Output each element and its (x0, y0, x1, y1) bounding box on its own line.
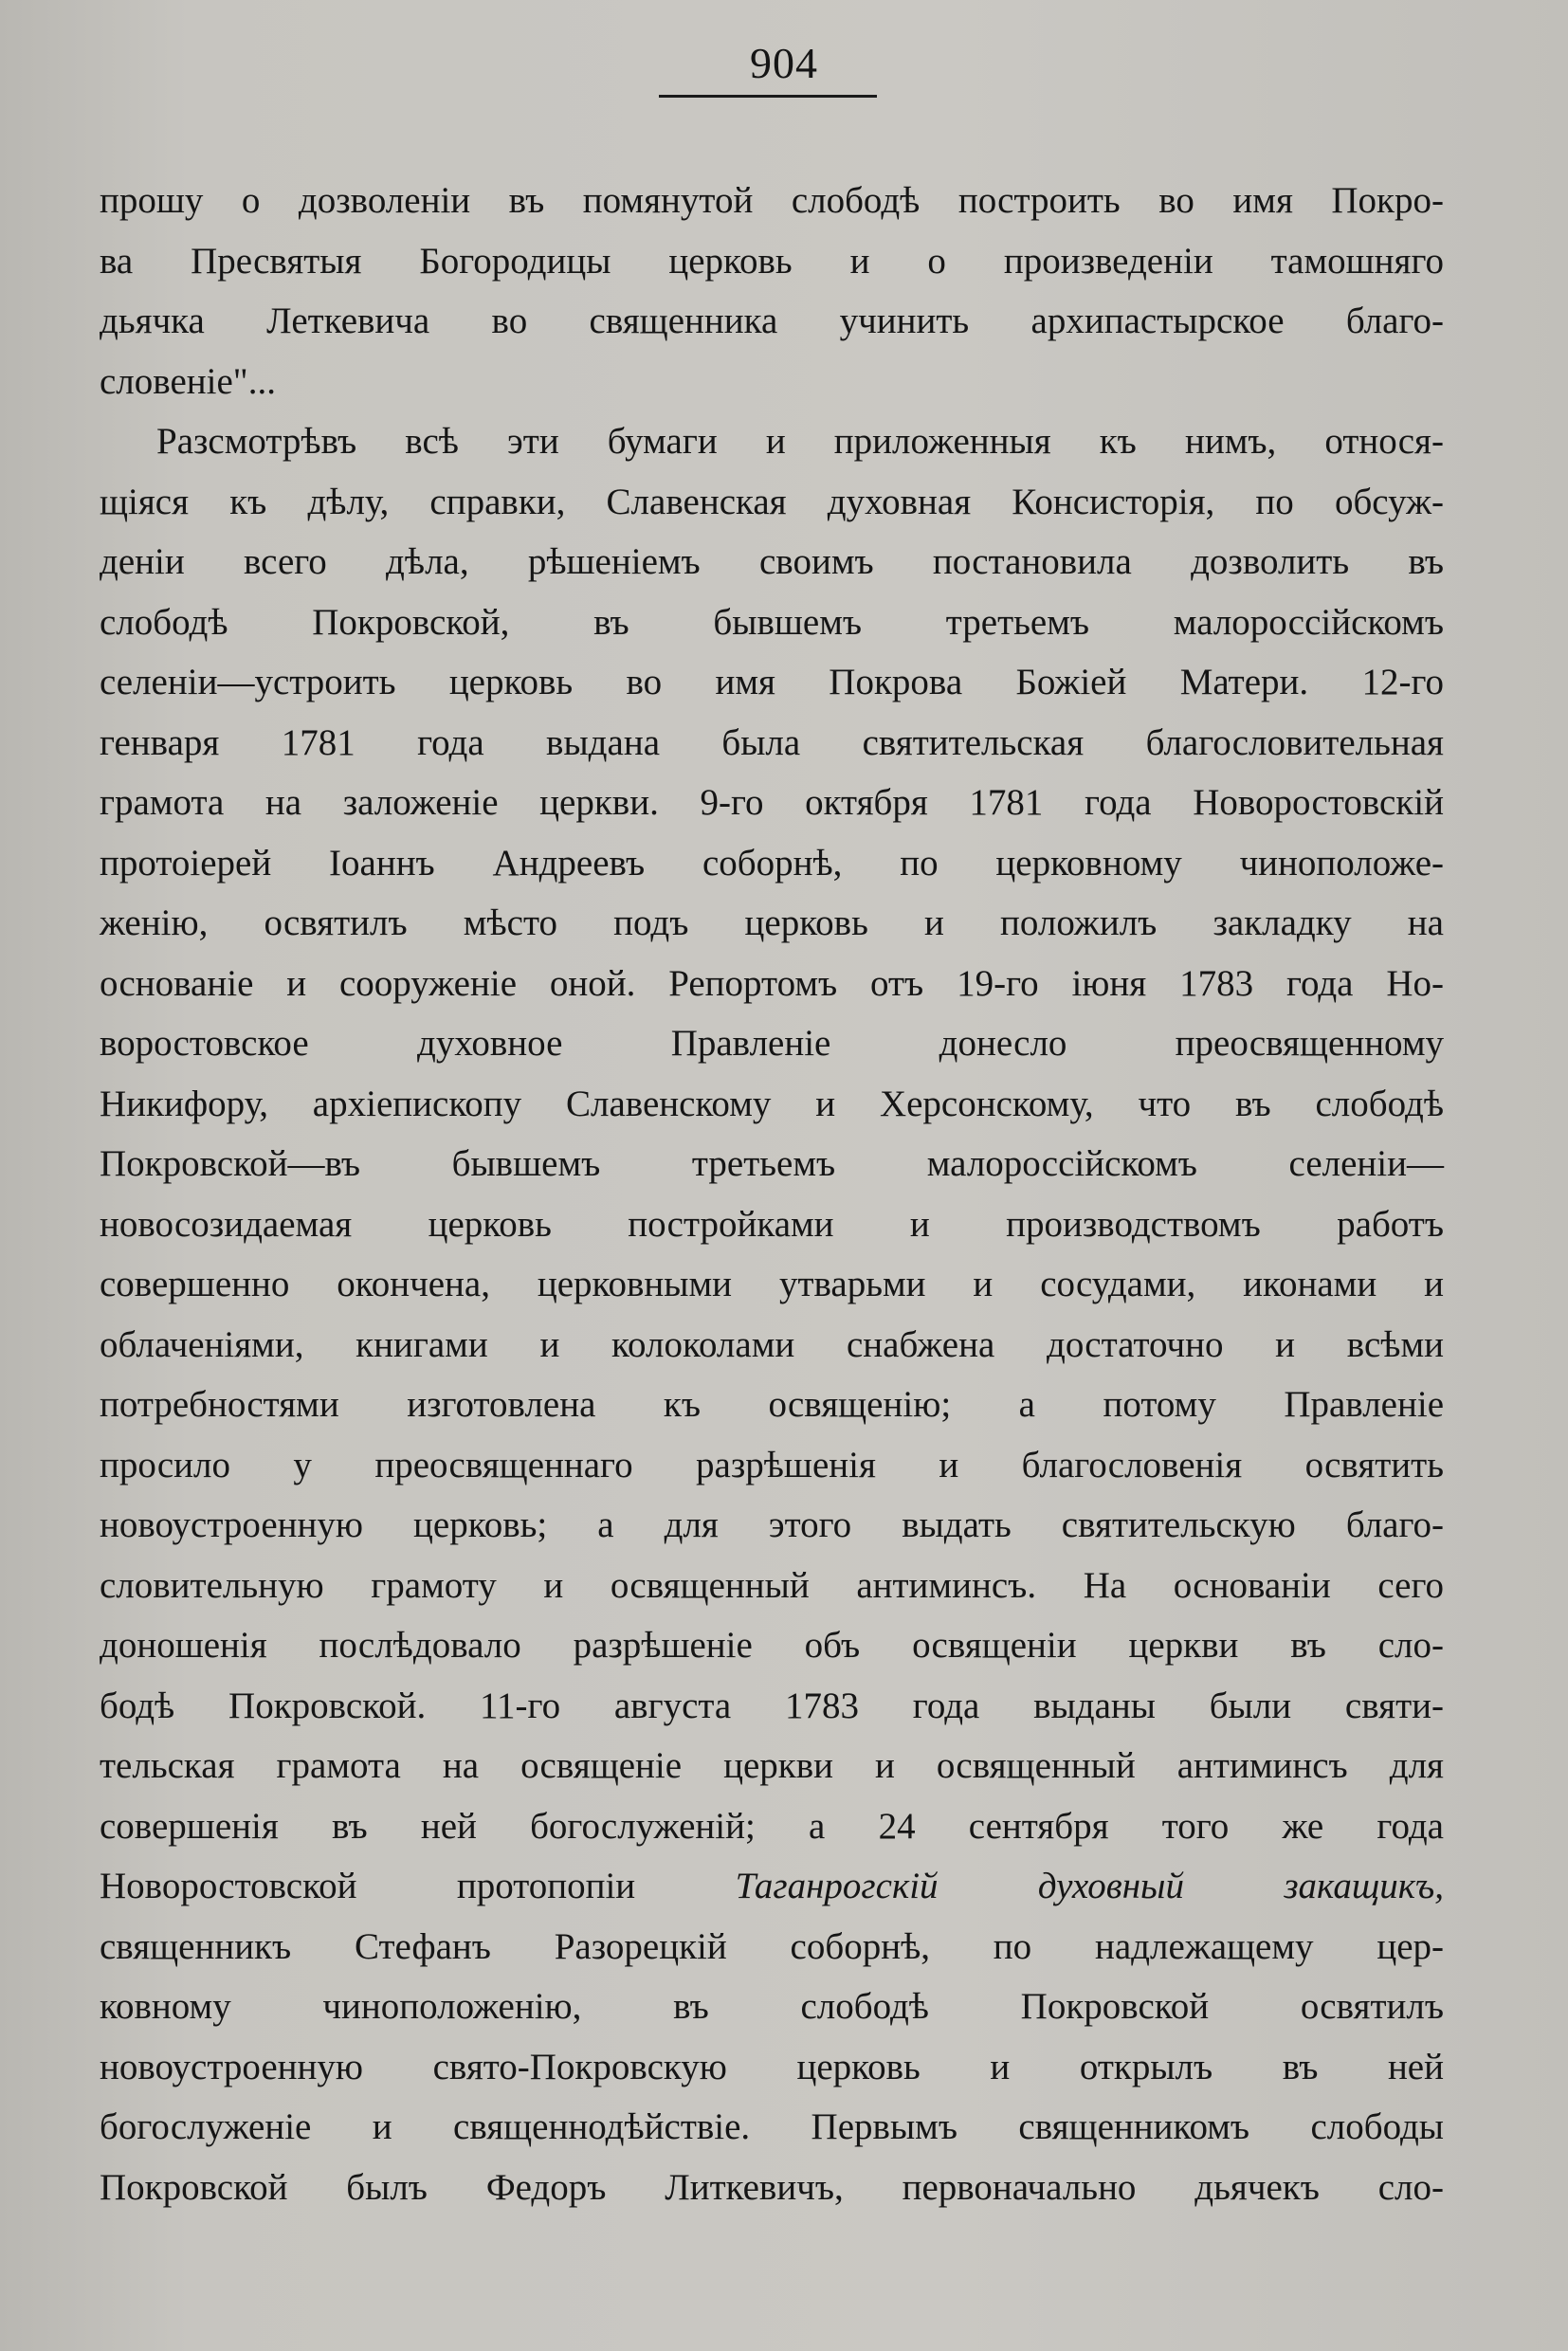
text-line (100, 1315, 1444, 1376)
text-line (100, 171, 1444, 231)
text-line (100, 1435, 1444, 1496)
text-line-content: деніи всего дѣла, рѣшеніемъ своимъ постановила дозволить въ (100, 541, 1444, 582)
text-line (100, 773, 1444, 833)
text-line (100, 411, 1444, 472)
text-line (100, 2037, 1444, 2098)
text-line-content: ва Пресвятыя Богородицы церковь и о произведеніи тамошняго (100, 240, 1444, 282)
text-line-content: богослуженіе и священнодѣйствіе. Первымъ священникомъ слободы (100, 2106, 1444, 2147)
text-line (100, 1013, 1444, 1074)
text-line (100, 1796, 1444, 1857)
text-line-content: Покровской—въ бывшемъ третьемъ малороссійскомъ селеніи— (100, 1143, 1444, 1184)
text-line-content: доношенія послѣдовало разрѣшеніе объ освященіи церкви въ сло- (100, 1625, 1444, 1666)
text-line-content: грамота на заложеніе церкви. 9-го октября 1781 года Новоростовскій (100, 782, 1444, 823)
text-line (100, 1495, 1444, 1556)
text-line-content: совершенія въ ней богослуженій; а 24 сентября того же года (100, 1805, 1444, 1847)
text-line-content: потребностями изготовлена къ освященію; а потому Правленіе (100, 1384, 1444, 1425)
text-line (100, 1375, 1444, 1435)
text-line-content: облаченіями, книгами и колоколами снабжена достаточно и всѣми (100, 1323, 1444, 1365)
text-line-content: тельская грамота на освященіе церкви и освященный антиминсъ для (100, 1745, 1444, 1786)
text-line-content: основаніе и сооруженіе оной. Репортомъ отъ 19-го іюня 1783 года Но- (100, 962, 1444, 1004)
text-line-content: новоустроенную церковь; а для этого выдать святительскую благо- (100, 1504, 1444, 1545)
text-line (100, 1676, 1444, 1737)
text-line-content: протоіерей Іоаннъ Андреевъ соборнѣ, по церковному чиноположе- (100, 842, 1444, 884)
text-line-content: новоустроенную свято-Покровскую церковь и открылъ въ ней (100, 2046, 1444, 2087)
text-line (100, 1615, 1444, 1676)
page-number-rule (659, 95, 877, 98)
text-line (100, 472, 1444, 533)
text-line (100, 1074, 1444, 1135)
text-line (100, 652, 1444, 713)
text-line (100, 231, 1444, 292)
text-line-italic: Таганрогскій духовный закащикъ, (735, 1866, 1445, 1906)
text-line-content: священникъ Стефанъ Разорецкій соборнѣ, по надлежащему цер- (100, 1925, 1444, 1967)
text-line-content: словеніе"... (100, 360, 276, 402)
text-line (100, 1736, 1444, 1796)
text-line-content: щіяся къ дѣлу, справки, Славенская духовная Консисторія, по обсуж- (100, 481, 1444, 522)
text-line (100, 1977, 1444, 2037)
text-line-content: новосозидаемая церковь постройками и производствомъ работъ (100, 1203, 1444, 1245)
text-line-content: просило у преосвященнаго разрѣшенія и благословенія освятить (100, 1444, 1444, 1485)
text-line-content: воростовское духовное Правленіе донесло преосвященному (100, 1023, 1444, 1064)
page-number: 904 (750, 39, 818, 87)
text-line (100, 1194, 1444, 1255)
text-line-content: словительную грамоту и освященный антиминсъ. На основаніи сего (100, 1564, 1444, 1606)
text-line-content: слободѣ Покровской, въ бывшемъ третьемъ малороссійскомъ (100, 601, 1444, 643)
text-line-content: Разсмотрѣвъ всѣ эти бумаги и приложенныя къ нимъ, относя- (156, 421, 1444, 462)
text-line-content: бодѣ Покровской. 11-го августа 1783 года выданы были святи- (100, 1685, 1444, 1726)
body-text (100, 171, 1444, 2217)
text-line (100, 532, 1444, 592)
text-line-content: ковному чиноположенію, въ слободѣ Покровской освятилъ (100, 1986, 1444, 2027)
text-line-content: Никифору, архіепископу Славенскому и Херсонскому, что въ слободѣ (100, 1083, 1444, 1124)
text-line (100, 833, 1444, 894)
text-line-content: генваря 1781 года выдана была святительская благословительная (100, 721, 1444, 763)
text-line (100, 1556, 1444, 1616)
text-line-content: селеніи—устроить церковь во имя Покрова Божіей Матери. 12-го (100, 662, 1444, 702)
text-line (100, 1856, 1444, 1917)
text-line (100, 291, 1444, 352)
text-line (100, 954, 1444, 1014)
text-line-content: Новоростовской протопопіи (100, 1866, 636, 1906)
text-line-content: Покровской былъ Федоръ Литкевичъ, первоначально дьячекъ сло- (100, 2166, 1444, 2208)
text-line-content: женію, освятилъ мѣсто подъ церковь и положилъ закладку на (100, 902, 1444, 943)
text-line (100, 2097, 1444, 2158)
text-line (100, 893, 1444, 954)
text-line-content: прошу о дозволеніи въ помянутой слободѣ построить во имя Покро- (100, 180, 1444, 221)
text-line (100, 592, 1444, 653)
text-line-content: совершенно окончена, церковными утварьми и сосудами, иконами и (100, 1264, 1444, 1304)
text-line (100, 352, 1444, 412)
text-line (100, 1917, 1444, 1977)
text-line (100, 1134, 1444, 1194)
text-line (100, 1254, 1444, 1315)
text-line (100, 2158, 1444, 2218)
text-line (100, 713, 1444, 774)
text-line-content: дьячка Леткевича во священника учинить архипастырское благо- (100, 301, 1444, 341)
